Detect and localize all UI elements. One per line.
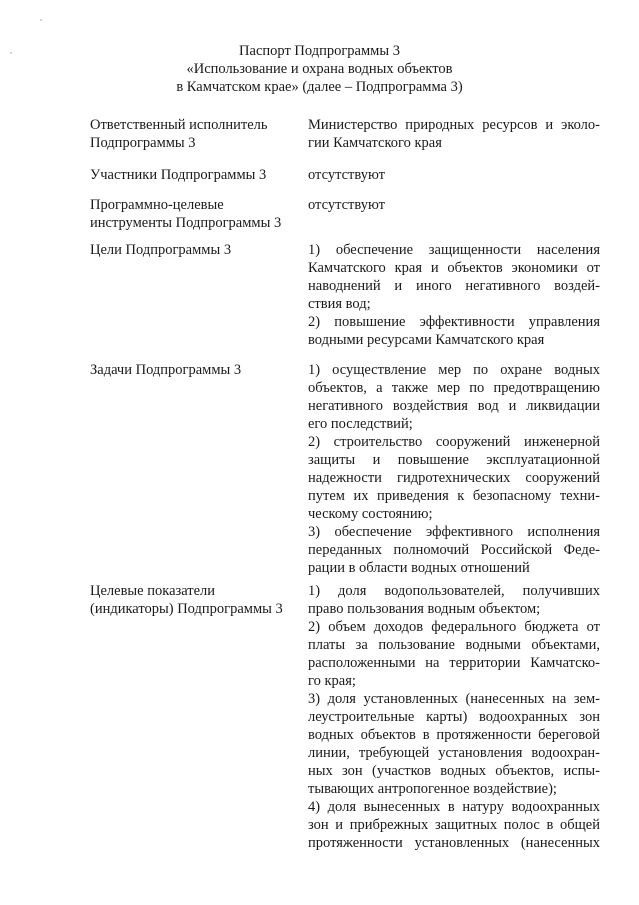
value-line: защиты и повышение эксплуатационной	[308, 452, 600, 468]
value-line: водных объектов в протяженности береговой	[308, 727, 600, 743]
label-line: (индикаторы) Подпрограммы 3	[90, 601, 283, 617]
value-line: переданных полномочий Российской Феде-	[308, 542, 600, 558]
value-line: леустроительные карты) водоохранных зон	[308, 709, 600, 725]
value-line: линии, требующей установления водоохран-	[308, 745, 600, 761]
value-line: гии Камчатского края	[308, 135, 442, 151]
row-value	[308, 116, 600, 152]
title-line: «Использование и охрана водных объектов	[186, 61, 453, 77]
value-line: надежности гидротехнических сооружений	[308, 470, 600, 486]
scan-speck	[40, 19, 42, 21]
label-line: Ответственный исполнитель	[90, 117, 268, 133]
value-line: 2) строительство сооружений инженерной	[308, 434, 600, 450]
value-line: его последствий;	[308, 416, 413, 432]
value-line: 3) обеспечение эффективного исполнения	[308, 524, 600, 540]
value-line: 1) обеспечение защищенности населения	[308, 242, 600, 258]
value-line: ческому состоянию;	[308, 506, 433, 522]
value-line: зон и прибрежных защитных полос в общей	[308, 817, 600, 833]
value-line: путем их приведения к безопасному техни-	[308, 488, 600, 504]
value-line: право пользования водным объектом;	[308, 601, 541, 617]
document-title	[0, 42, 639, 96]
value-line: отсутствуют	[308, 167, 385, 183]
row-label	[90, 196, 290, 232]
label-line: инструменты Подпрограммы 3	[90, 215, 282, 231]
value-line: 1) доля водопользователей, получивших	[308, 583, 600, 599]
row-value	[308, 582, 600, 852]
row-label	[90, 241, 290, 259]
value-line: негативного воздействия вод и ликвидации	[308, 398, 600, 414]
value-line: го края;	[308, 673, 356, 689]
label-line: Целевые показатели	[90, 583, 216, 599]
value-line: отсутствуют	[308, 197, 385, 213]
row-label	[90, 361, 290, 379]
title-line: Паспорт Подпрограммы 3	[239, 43, 400, 59]
value-line: 2) объем доходов федерального бюджета от	[308, 619, 600, 635]
label-line: Подпрограммы 3	[90, 135, 196, 151]
value-line: протяженности установленных (нанесенных	[308, 835, 600, 851]
row-value	[308, 196, 600, 214]
label-line: Участники Подпрограммы 3	[90, 167, 267, 183]
row-label	[90, 582, 290, 618]
value-line: ных зон (участков водных объектов, испы-	[308, 763, 600, 779]
label-line: Цели Подпрограммы 3	[90, 242, 232, 258]
value-line: водными ресурсами Камчатского края	[308, 332, 545, 348]
title-line: в Камчатском крае» (далее – Подпрограмма 3)	[176, 79, 463, 95]
value-line: 4) доля вынесенных в натуру водоохранных	[308, 799, 600, 815]
label-line: Задачи Подпрограммы 3	[90, 362, 242, 378]
row-value	[308, 241, 600, 349]
value-line: 1) осуществление мер по охране водных	[308, 362, 600, 378]
value-line: объектов, а также мер по предотвращению	[308, 380, 600, 396]
value-line: Министерство природных ресурсов и эколо-	[308, 117, 600, 133]
value-line: рации в области водных отношений	[308, 560, 530, 576]
row-label	[90, 116, 290, 152]
value-line: 2) повышение эффективности управления	[308, 314, 600, 330]
row-label	[90, 166, 290, 184]
value-line: Камчатского края и объектов экономики от	[308, 260, 600, 276]
value-line: 3) доля установленных (нанесенных на зем-	[308, 691, 600, 707]
row-value	[308, 361, 600, 577]
value-line: ствия вод;	[308, 296, 371, 312]
value-line: платы за пользование водными объектами,	[308, 637, 600, 653]
value-line: тывающих антропогенное воздействие);	[308, 781, 557, 797]
value-line: расположенными на территории Камчатско-	[308, 655, 600, 671]
value-line: наводнений и иного негативного воздей-	[308, 278, 600, 294]
label-line: Программно-целевые	[90, 197, 224, 213]
row-value	[308, 166, 600, 184]
